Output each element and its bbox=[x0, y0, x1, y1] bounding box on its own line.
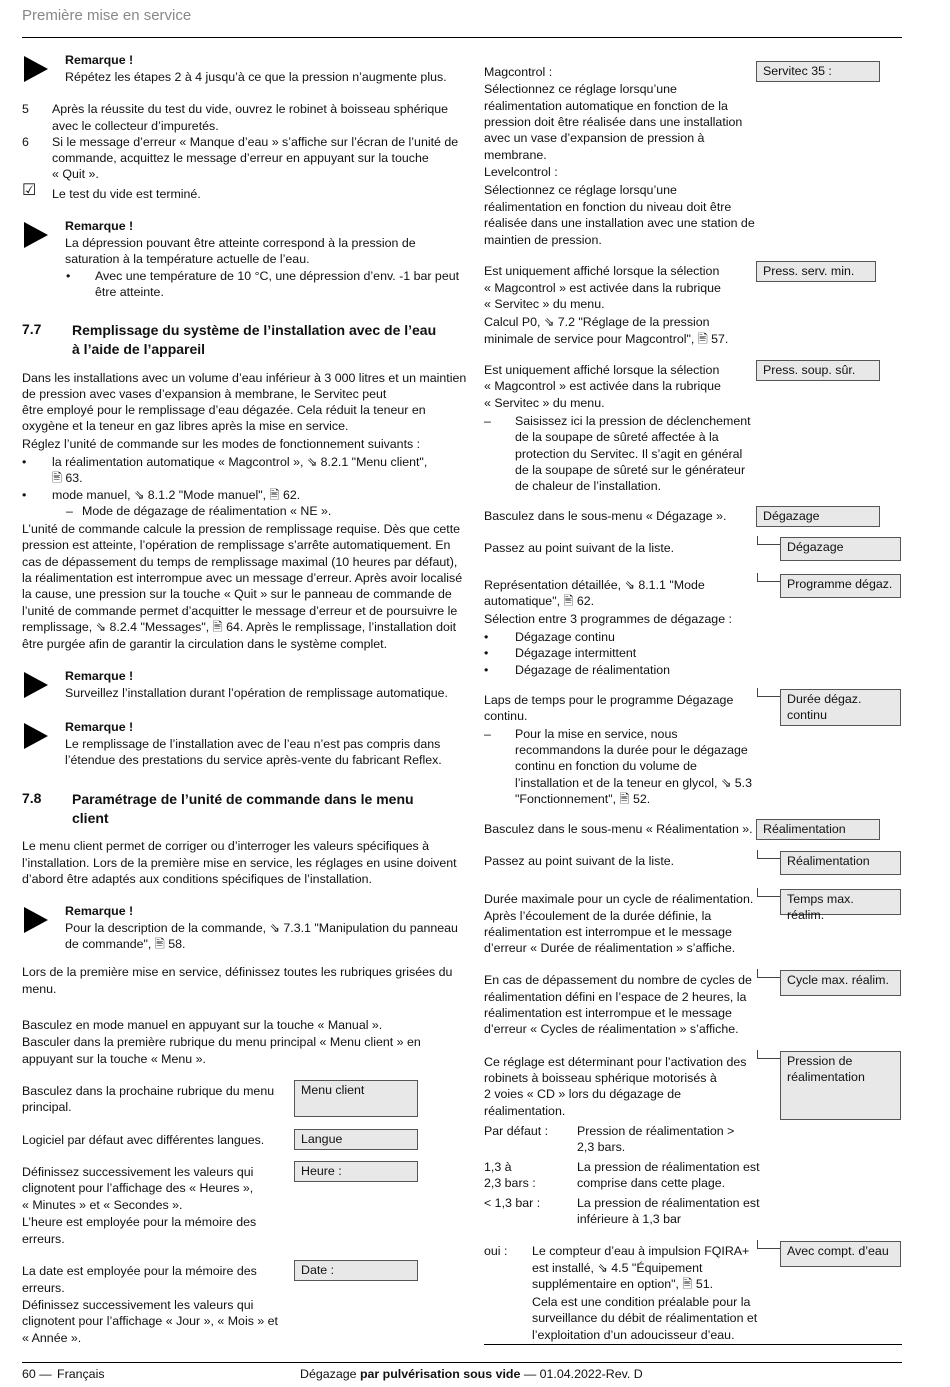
paragraph-line: pression est atteinte, l’opération de remplissage s’arrête automatiquement. En bbox=[22, 538, 451, 552]
table-value: l’exploitation d’un adoucisseur d’eau. bbox=[532, 1328, 735, 1342]
step-text: commande, acquittez le message d’erreur en appuyant sur la touche bbox=[52, 151, 429, 165]
text-line: réalimentation défini en l’espace de 2 heures, la bbox=[484, 990, 747, 1004]
note-text: Répétez les étapes 2 à 4 jusqu’à ce que la pression n’augmente plus. bbox=[65, 70, 447, 84]
section-title: à l’aide de l’appareil bbox=[72, 341, 206, 357]
menu-row-text: Basculez dans la prochaine rubrique du menu bbox=[22, 1084, 275, 1098]
note-title: Remarque ! bbox=[65, 53, 134, 67]
text-line: "Fonctionnement", 🖹 52. bbox=[515, 792, 651, 806]
paragraph-line: cas de dépassement du temps de remplissage maximal (10 heures par défaut), bbox=[22, 555, 458, 569]
box-line: réalimentation bbox=[787, 1070, 865, 1084]
note-arrow-icon bbox=[24, 222, 48, 248]
text-line: Représentation détaillée, ⇘ 8.1.1 "Mode bbox=[484, 578, 705, 592]
text-line: de chaleur de l’installation. bbox=[515, 479, 662, 493]
table-value: La pression de réalimentation est bbox=[577, 1160, 760, 1174]
paragraph-line: être purgée afin de garantir la circulation dans le système complet. bbox=[22, 637, 388, 651]
bullet: • bbox=[22, 488, 27, 502]
menu-row-text: erreurs. bbox=[22, 1232, 65, 1246]
text-line: réalimentation. bbox=[484, 1104, 566, 1118]
text-line: Basculez dans le sous-menu « Réalimentation ». bbox=[484, 822, 753, 836]
menu-row-text: Définissez successivement les valeurs qui bbox=[22, 1165, 254, 1179]
text-line: l’installation et de la teneur en glycol, ⇘ 5.3 bbox=[515, 776, 752, 790]
paragraph-line: Lors de la première mise en service, définissez toutes les rubriques grisées du bbox=[22, 965, 453, 979]
menu-display-box: Langue bbox=[294, 1129, 418, 1150]
step-number: 5 bbox=[22, 102, 29, 116]
text-line: automatique", 🖹 62. bbox=[484, 594, 595, 608]
menu-row-text: Logiciel par défaut avec différentes langues. bbox=[22, 1133, 265, 1147]
text-line: maintien de pression. bbox=[484, 233, 602, 247]
menu-row-text: principal. bbox=[22, 1100, 72, 1114]
menu-row-text: clignotent pour l’affichage des « Heures », bbox=[22, 1181, 254, 1195]
menu-display-box: Heure : bbox=[294, 1161, 418, 1182]
section-number: 7.7 bbox=[22, 321, 42, 337]
bullet: • bbox=[484, 630, 489, 644]
table-value: Pression de réalimentation > bbox=[577, 1124, 735, 1138]
text-line: robinets à boisseau sphérique motorisés à bbox=[484, 1071, 717, 1085]
table-key: < 1,3 bar : bbox=[484, 1196, 541, 1210]
text-line: Est uniquement affiché lorsque la sélection bbox=[484, 264, 720, 278]
paragraph-line: appuyant sur la touche « Menu ». bbox=[22, 1052, 206, 1066]
note-title: Remarque ! bbox=[65, 720, 134, 734]
submenu-connector bbox=[757, 888, 780, 897]
note-title: Remarque ! bbox=[65, 219, 134, 233]
dash: – bbox=[484, 727, 491, 741]
paragraph-line: L’unité de commande calcule la pression de remplissage requise. Dès que cette bbox=[22, 522, 461, 536]
bullet: • bbox=[22, 455, 27, 469]
step-text: Après la réussite du test du vide, ouvrez le robinet à boisseau sphérique bbox=[52, 102, 449, 116]
table-key: 2,3 bars : bbox=[484, 1176, 536, 1190]
text-line: minimale de service pour Magcontrol", 🖹 57. bbox=[484, 332, 729, 346]
text-line: de la soupape de sûreté affectée à la bbox=[515, 430, 719, 444]
dash: – bbox=[484, 414, 491, 428]
text-line: Magcontrol : bbox=[484, 65, 553, 79]
text-line: Est uniquement affiché lorsque la sélection bbox=[484, 363, 720, 377]
section-title: Remplissage du système de l’installation avec de l’eau bbox=[72, 322, 437, 338]
list-item: 🖹 63. bbox=[52, 471, 83, 485]
step-number: 6 bbox=[22, 135, 29, 149]
text-line: réalimentation est interrompue et le message bbox=[484, 925, 732, 939]
table-value: surveillance du débit de réalimentation et bbox=[532, 1311, 758, 1325]
box-line: continu bbox=[787, 708, 827, 722]
dash: – bbox=[66, 504, 73, 518]
paragraph-line: de pression avec vases d’expansion à membrane, le Servitec peut bbox=[22, 387, 387, 401]
step-text: Si le message d’erreur « Manque d’eau » s’affiche sur l’écran de l’unité de bbox=[52, 135, 459, 149]
paragraph-line: oxygène et la teneur en gaz libres après la mise en service. bbox=[22, 419, 349, 433]
text-line: Laps de temps pour le programme Dégazage bbox=[484, 693, 734, 707]
note-title: Remarque ! bbox=[65, 669, 134, 683]
menu-display-box: Cycle max. réalim. bbox=[780, 970, 901, 996]
text-line: d’erreur « Cycles de réalimentation » s’affiche. bbox=[484, 1022, 739, 1036]
table-value: Le compteur d’eau à impulsion FQIRA+ bbox=[532, 1244, 750, 1258]
text-line: réalimentation automatique en fonction de la bbox=[484, 99, 728, 113]
menu-row-text: Définissez successivement les valeurs qui bbox=[22, 1298, 254, 1312]
text-line: membrane. bbox=[484, 148, 547, 162]
submenu-connector bbox=[757, 850, 780, 859]
table-rule bbox=[484, 1344, 902, 1345]
footer-language: Français bbox=[57, 1367, 105, 1381]
footer-doc-pre: Dégazage bbox=[300, 1367, 360, 1381]
text-line: 2 voies « CD » lors du dégazage de bbox=[484, 1087, 681, 1101]
text-line: d’erreur « Durée de réalimentation » s’affiche. bbox=[484, 941, 736, 955]
text-line: protection du Servitec. Il s’agit en général bbox=[515, 447, 743, 461]
note-text: Surveillez l’installation durant l’opération de remplissage automatique. bbox=[65, 686, 448, 700]
menu-display-box: Dégazage bbox=[756, 506, 880, 527]
header-rule bbox=[22, 37, 902, 38]
text-line: Basculez dans le sous-menu « Dégazage ». bbox=[484, 509, 727, 523]
page-number: 60 — bbox=[22, 1367, 52, 1381]
paragraph-line: la cause, une pression sur la touche « Quit » sur le panneau de commande de bbox=[22, 587, 452, 601]
table-value: supplémentaire en option", 🖹 51. bbox=[532, 1277, 714, 1291]
menu-display-box: Menu client bbox=[294, 1080, 418, 1117]
table-key: Par défaut : bbox=[484, 1124, 549, 1138]
text-line: de la soupape de sûreté sur le générateur bbox=[515, 463, 746, 477]
paragraph-line: d’abord être adaptés aux conditions spécifiques de l’installation. bbox=[22, 872, 372, 886]
menu-display-box: Réalimentation bbox=[756, 819, 880, 840]
menu-display-box: Servitec 35 : bbox=[756, 61, 880, 82]
text-line: Saisissez ici la pression de déclenchement bbox=[515, 414, 751, 428]
menu-row-text: « Année ». bbox=[22, 1331, 82, 1345]
menu-display-box bbox=[780, 1051, 901, 1120]
text-line: « Servitec » du menu. bbox=[484, 297, 605, 311]
list-item: Dégazage intermittent bbox=[515, 646, 637, 660]
text-line: continu. bbox=[484, 709, 528, 723]
table-key: 1,3 à bbox=[484, 1160, 512, 1174]
table-value: inférieure à 1,3 bar bbox=[577, 1212, 682, 1226]
bullet: • bbox=[484, 663, 489, 677]
page-header-title: Première mise en service bbox=[22, 7, 192, 24]
paragraph-line: menu. bbox=[22, 982, 57, 996]
checkbox-icon: ☑ bbox=[22, 182, 37, 199]
text-line: « Magcontrol » est activée dans la rubrique bbox=[484, 379, 721, 393]
submenu-connector bbox=[757, 573, 780, 582]
text-line: Sélection entre 3 programmes de dégazage : bbox=[484, 612, 732, 626]
note-text: saturation à la température actuelle de l’eau. bbox=[65, 252, 310, 266]
paragraph-line: Basculer dans la première rubrique du menu principal « Menu client » en bbox=[22, 1035, 421, 1049]
text-line: Passez au point suivant de la liste. bbox=[484, 854, 675, 868]
text-line: Levelcontrol : bbox=[484, 165, 558, 179]
footer-doc-post: — 01.04.2022-Rev. D bbox=[520, 1367, 643, 1381]
note-bullet-text: Avec une température de 10 °C, une dépression d’env. -1 bar peut bbox=[95, 269, 460, 283]
table-value: comprise dans cette plage. bbox=[577, 1176, 726, 1190]
submenu-connector bbox=[757, 1050, 780, 1059]
text-line: Sélectionnez ce réglage lorsqu’une bbox=[484, 183, 677, 197]
submenu-connector bbox=[757, 688, 780, 697]
submenu-connector bbox=[757, 969, 780, 978]
list-item: Dégazage de réalimentation bbox=[515, 663, 670, 677]
table-value: La pression de réalimentation est bbox=[577, 1196, 760, 1210]
menu-display-box: Réalimentation bbox=[780, 851, 901, 875]
text-line: Durée maximale pour un cycle de réalimentation. bbox=[484, 892, 754, 906]
paragraph-line: Le menu client permet de corriger ou d’interroger les valeurs spécifiques à bbox=[22, 839, 430, 853]
submenu-connector bbox=[757, 536, 780, 545]
paragraph-line: l’installation. Lors de la première mise en service, les réglages en usine doivent bbox=[22, 856, 457, 870]
menu-display-box: Press. soup. sûr. bbox=[756, 360, 880, 381]
text-line: Ce réglage est déterminant pour l’activation des bbox=[484, 1055, 747, 1069]
menu-row-text: L’heure est employée pour la mémoire des bbox=[22, 1215, 257, 1229]
note-text: Le remplissage de l’installation avec de l’eau n’est pas compris dans bbox=[65, 737, 441, 751]
text-line: Pour la mise en service, nous bbox=[515, 727, 678, 741]
text-line: pression doit être réalisée dans une installation bbox=[484, 115, 743, 129]
text-line: Passez au point suivant de la liste. bbox=[484, 541, 675, 555]
result-text: Le test du vide est terminé. bbox=[52, 187, 201, 201]
note-arrow-icon bbox=[24, 56, 48, 82]
list-item: mode manuel, ⇘ 8.1.2 "Mode manuel", 🖹 62. bbox=[52, 488, 301, 502]
paragraph-line: être employé pour le remplissage d’eau dégazée. Cela réduit la teneur en bbox=[22, 403, 426, 417]
note-bullet-text: être atteinte. bbox=[95, 285, 164, 299]
text-line: En cas de dépassement du nombre de cycles de bbox=[484, 973, 752, 987]
table-value: est installé, ⇘ 4.5 "Équipement bbox=[532, 1261, 703, 1275]
text-line: recommandons la durée pour le dégazage bbox=[515, 743, 748, 757]
menu-display-box bbox=[780, 689, 901, 726]
footer-document-title bbox=[300, 1366, 643, 1383]
footer-rule bbox=[22, 1362, 902, 1363]
list-item: Mode de dégazage de réalimentation « NE ». bbox=[82, 504, 332, 518]
text-line: Après l’écoulement de la durée définie, la bbox=[484, 909, 712, 923]
menu-display-box: Temps max. réalim. bbox=[780, 889, 901, 915]
paragraph-line: l’unité de commande permet d’acquitter le message d’erreur et de poursuivre le bbox=[22, 604, 458, 618]
section-title: client bbox=[72, 810, 109, 826]
paragraph-line: Réglez l’unité de commande sur les modes de fonctionnement suivants : bbox=[22, 437, 421, 451]
text-line: Sélectionnez ce réglage lorsqu’une bbox=[484, 82, 677, 96]
text-line: réalisée dans une installation avec une station de bbox=[484, 216, 755, 230]
text-line: réalimentation en fonction du niveau doit être bbox=[484, 200, 732, 214]
section-title: Paramétrage de l’unité de commande dans le menu bbox=[72, 791, 414, 807]
list-item: la réalimentation automatique « Magcontrol », ⇘ 8.2.1 "Menu client", bbox=[52, 455, 428, 469]
note-title: Remarque ! bbox=[65, 904, 134, 918]
menu-display-box: Date : bbox=[294, 1260, 418, 1281]
text-line: « Magcontrol » est activée dans la rubrique bbox=[484, 281, 721, 295]
menu-row-text: « Minutes » et « Secondes ». bbox=[22, 1198, 183, 1212]
note-text: de commande", 🖹 58. bbox=[65, 937, 186, 951]
text-line: « Servitec » du menu. bbox=[484, 396, 605, 410]
menu-row-text: clignotent pour l’affichage « Jour », « Mois » et bbox=[22, 1314, 278, 1328]
paragraph-line: Dans les installations avec un volume d’eau inférieur à 3 000 litres et un maintien bbox=[22, 371, 467, 385]
list-item: Dégazage continu bbox=[515, 630, 615, 644]
submenu-connector bbox=[757, 1240, 780, 1249]
menu-row-text: erreurs. bbox=[22, 1281, 65, 1295]
note-arrow-icon bbox=[24, 907, 48, 933]
section-number: 7.8 bbox=[22, 790, 42, 806]
note-text: La dépression pouvant être atteinte correspond à la pression de bbox=[65, 236, 416, 250]
step-text: « Quit ». bbox=[52, 167, 99, 181]
note-arrow-icon bbox=[24, 723, 48, 749]
bullet: • bbox=[484, 646, 489, 660]
text-line: Calcul P0, ⇘ 7.2 "Réglage de la pression bbox=[484, 315, 710, 329]
table-value: 2,3 bars. bbox=[577, 1140, 626, 1154]
menu-display-box: Dégazage bbox=[780, 537, 901, 561]
menu-display-box: Programme dégaz. bbox=[780, 574, 901, 598]
paragraph-line: remplissage, ⇘ 8.2.4 "Messages", 🖹 64. Après le remplissage, l’installation doit bbox=[22, 620, 457, 634]
footer-doc-bold: par pulvérisation sous vide bbox=[359, 1367, 521, 1381]
note-arrow-icon bbox=[24, 672, 48, 698]
note-text: l’étendue des prestations du service après-vente du fabricant Reflex. bbox=[65, 753, 442, 767]
menu-display-box: Avec compt. d’eau bbox=[780, 1241, 901, 1267]
text-line: continu en fonction du volume de bbox=[515, 759, 697, 773]
box-line: Pression de bbox=[787, 1054, 853, 1068]
paragraph-line: Basculez en mode manuel en appuyant sur la touche « Manual ». bbox=[22, 1018, 383, 1032]
menu-row-text: La date est employée pour la mémoire des bbox=[22, 1264, 257, 1278]
box-line: Durée dégaz. bbox=[787, 692, 862, 706]
note-text: Pour la description de la commande, ⇘ 7.3.1 "Manipulation du panneau bbox=[65, 921, 458, 935]
step-text: avec le collecteur d’impuretés. bbox=[52, 119, 219, 133]
bullet: • bbox=[66, 269, 71, 283]
text-line: réalimentation est interrompue et le message bbox=[484, 1006, 732, 1020]
paragraph-line: la réalimentation est interrompue avec un message d’erreur. Après avoir localisé bbox=[22, 571, 463, 585]
text-line: avec un vase d’expansion de pression à bbox=[484, 131, 705, 145]
table-value: Cela est une condition préalable pour la bbox=[532, 1295, 751, 1309]
table-key: oui : bbox=[484, 1244, 508, 1258]
menu-display-box: Press. serv. min. bbox=[756, 261, 876, 282]
